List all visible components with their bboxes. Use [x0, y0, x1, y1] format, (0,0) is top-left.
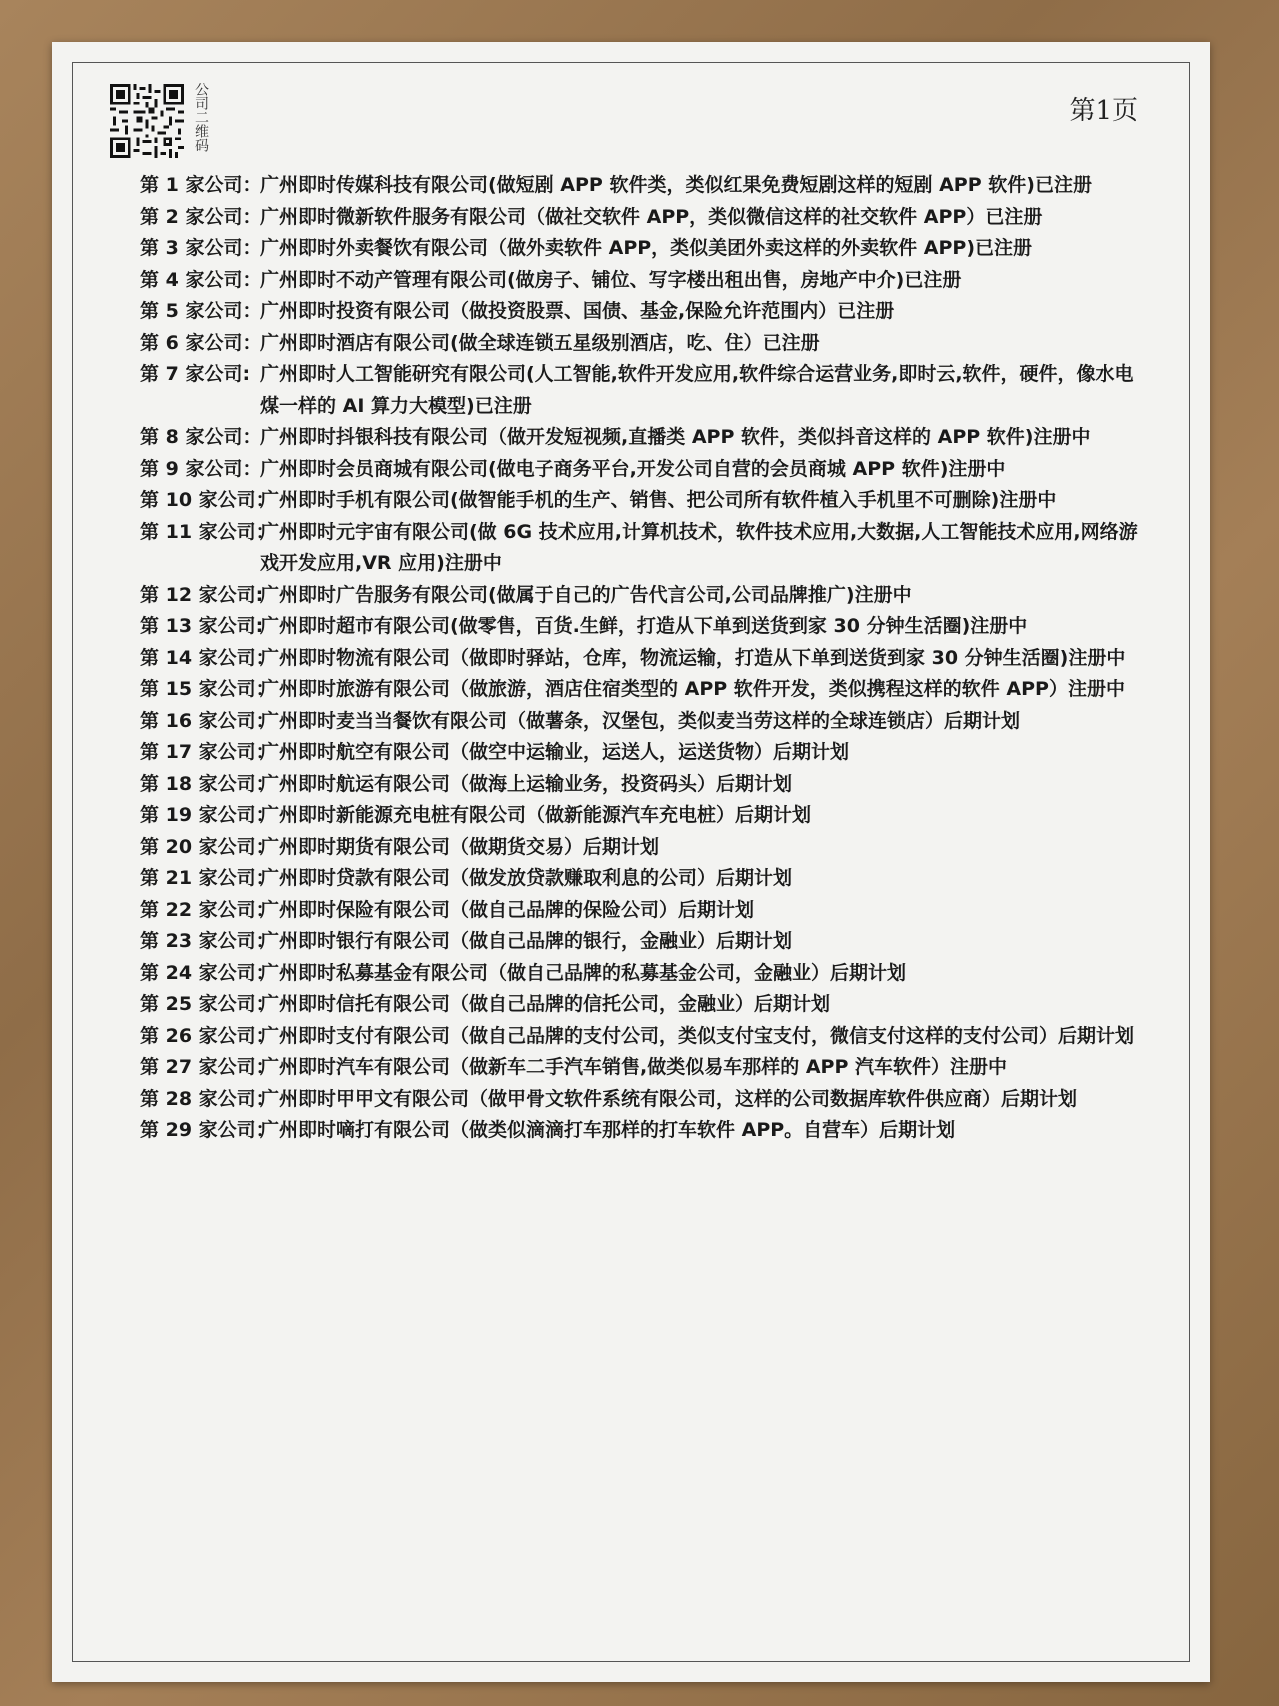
company-index-label: 第 5 家公司： — [140, 300, 262, 322]
company-index-label: 第 8 家公司： — [140, 426, 262, 448]
company-index-label: 第 25 家公司： — [140, 993, 275, 1015]
list-item — [140, 958, 1150, 990]
company-index-label: 第 24 家公司： — [140, 961, 275, 984]
list-item — [140, 769, 1150, 801]
company-index-label: 第 17 家公司： — [140, 741, 275, 763]
company-description: 广州即时嘀打有限公司（做类似滴滴打车那样的打车软件 APP。自营车）后期计划 — [260, 1119, 956, 1141]
company-qr-code — [110, 84, 184, 158]
page-number: 第1页 — [1069, 96, 1138, 126]
company-description: 广州即时物流有限公司（做即时驿站，仓库，物流运输，打造从下单到送货到家 30 分钟生活圈)注册中 — [260, 646, 1126, 669]
list-item — [140, 233, 1150, 265]
list-item — [140, 422, 1150, 454]
company-description: 广州即时超市有限公司(做零售，百货.生鲜，打造从下单到送货到家 30 分钟生活圈)注册中 — [260, 615, 1028, 637]
company-description: 广州即时汽车有限公司（做新车二手汽车销售,做类似易车那样的 APP 汽车软件）注册中 — [260, 1056, 1008, 1078]
list-item — [140, 674, 1150, 706]
list-item — [140, 265, 1150, 297]
list-item — [140, 580, 1150, 612]
company-description: 广州即时手机有限公司(做智能手机的生产、销售、把公司所有软件植入手机里不可删除)注册中 — [260, 489, 1057, 511]
list-item — [140, 202, 1150, 234]
company-index-label: 第 20 家公司： — [140, 835, 275, 858]
company-list — [140, 170, 1150, 1147]
list-item — [140, 863, 1150, 895]
company-description: 广州即时新能源充电桩有限公司（做新能源汽车充电桩）后期计划 — [260, 804, 812, 826]
list-item — [140, 611, 1150, 643]
company-description: 广州即时元宇宙有限公司(做 6G 技术应用,计算机技术，软件技术应用,大数据,人工智能技术应用,网络游戏开发应用,VR 应用)注册中 — [260, 520, 1138, 574]
company-description: 广州即时贷款有限公司（做发放贷款赚取利息的公司）后期计划 — [260, 867, 793, 889]
company-index-label: 第 9 家公司： — [140, 457, 262, 480]
company-description: 广州即时传媒科技有限公司(做短剧 APP 软件类，类似红果免费短剧这样的短剧 APP 软件)已注册 — [260, 174, 1092, 196]
company-description: 广州即时旅游有限公司（做旅游，酒店住宿类型的 APP 软件开发，类似携程这样的软件 APP）注册中 — [260, 678, 1125, 700]
company-index-label: 第 23 家公司： — [140, 930, 275, 952]
list-item — [140, 706, 1150, 738]
company-description: 广州即时甲甲文有限公司（做甲骨文软件系统有限公司，这样的公司数据库软件供应商）后期计划 — [260, 1087, 1078, 1110]
list-item — [140, 926, 1150, 958]
list-item — [140, 832, 1150, 864]
company-description: 广州即时投资有限公司（做投资股票、国债、基金,保险允许范围内）已注册 — [260, 300, 895, 322]
list-item — [140, 328, 1150, 360]
list-item — [140, 737, 1150, 769]
company-index-label: 第 11 家公司： — [140, 520, 275, 543]
company-index-label: 第 26 家公司： — [140, 1024, 275, 1047]
company-description: 广州即时抖银科技有限公司（做开发短视频,直播类 APP 软件，类似抖音这样的 APP 软件)注册中 — [260, 426, 1091, 448]
list-item — [140, 643, 1150, 675]
list-item — [140, 1115, 1150, 1147]
company-description: 广州即时支付有限公司（做自己品牌的支付公司，类似支付宝支付，微信支付这样的支付公司）后期计划 — [260, 1024, 1135, 1047]
company-description: 广州即时酒店有限公司(做全球连锁五星级别酒店，吃、住）已注册 — [260, 331, 820, 354]
list-item — [140, 1021, 1150, 1053]
company-description: 广州即时期货有限公司（做期货交易）后期计划 — [260, 835, 660, 858]
list-item — [140, 1084, 1150, 1116]
company-index-label: 第 14 家公司： — [140, 646, 275, 669]
company-index-label: 第 15 家公司： — [140, 678, 275, 700]
list-item — [140, 517, 1150, 580]
company-description: 广州即时私募基金有限公司（做自己品牌的私募基金公司，金融业）后期计划 — [260, 961, 907, 984]
list-item — [140, 454, 1150, 486]
company-description: 广州即时航空有限公司（做空中运输业，运送人，运送货物）后期计划 — [260, 741, 850, 763]
company-index-label: 第 3 家公司： — [140, 237, 262, 259]
company-index-label: 第 21 家公司： — [140, 867, 275, 889]
list-item — [140, 800, 1150, 832]
company-index-label: 第 19 家公司： — [140, 804, 275, 826]
company-description: 广州即时保险有限公司（做自己品牌的保险公司）后期计划 — [260, 898, 755, 921]
company-description: 广州即时外卖餐饮有限公司（做外卖软件 APP，类似美团外卖这样的外卖软件 APP)已注册 — [260, 237, 1033, 259]
list-item — [140, 1052, 1150, 1084]
list-item — [140, 485, 1150, 517]
document-page — [52, 42, 1210, 1682]
company-description: 广州即时广告服务有限公司(做属于自己的广告代言公司,公司品牌推广)注册中 — [260, 583, 912, 606]
qr-caption: 公司二维码 — [193, 82, 209, 152]
company-index-label: 第 13 家公司: — [140, 615, 264, 637]
company-description: 广州即时不动产管理有限公司(做房子、铺位、写字楼出租出售，房地产中介)已注册 — [260, 268, 962, 291]
company-description: 广州即时航运有限公司（做海上运输业务，投资码头）后期计划 — [260, 772, 793, 795]
company-index-label: 第 12 家公司: — [140, 583, 264, 606]
company-index-label: 第 4 家公司： — [140, 268, 262, 291]
company-description: 广州即时银行有限公司（做自己品牌的银行，金融业）后期计划 — [260, 930, 793, 952]
list-item — [140, 989, 1150, 1021]
company-index-label: 第 2 家公司： — [140, 205, 262, 228]
company-index-label: 第 27 家公司： — [140, 1056, 275, 1078]
company-index-label: 第 6 家公司： — [140, 331, 262, 354]
list-item — [140, 359, 1150, 422]
list-item — [140, 296, 1150, 328]
company-description: 广州即时微新软件服务有限公司（做社交软件 APP，类似微信这样的社交软件 APP）已注册 — [260, 205, 1043, 228]
company-description: 广州即时麦当当餐饮有限公司（做薯条，汉堡包，类似麦当劳这样的全球连锁店）后期计划 — [260, 709, 1021, 732]
company-index-label: 第 1 家公司： — [140, 174, 262, 196]
list-item — [140, 170, 1150, 202]
company-description: 广州即时会员商城有限公司(做电子商务平台,开发公司自营的会员商城 APP 软件)注册中 — [260, 457, 1006, 480]
company-index-label: 第 10 家公司： — [140, 489, 275, 511]
company-index-label: 第 18 家公司： — [140, 772, 275, 795]
company-index-label: 第 7 家公司: — [140, 363, 251, 385]
company-description: 广州即时人工智能研究有限公司(人工智能,软件开发应用,软件综合运营业务,即时云,软件，硬件，像水电煤一样的 AI 算力大模型)已注册 — [260, 363, 1134, 417]
company-index-label: 第 28 家公司： — [140, 1087, 275, 1110]
company-index-label: 第 22 家公司： — [140, 898, 275, 921]
company-index-label: 第 29 家公司： — [140, 1119, 275, 1141]
list-item — [140, 895, 1150, 927]
company-index-label: 第 16 家公司： — [140, 709, 275, 732]
company-description: 广州即时信托有限公司（做自己品牌的信托公司，金融业）后期计划 — [260, 993, 831, 1015]
